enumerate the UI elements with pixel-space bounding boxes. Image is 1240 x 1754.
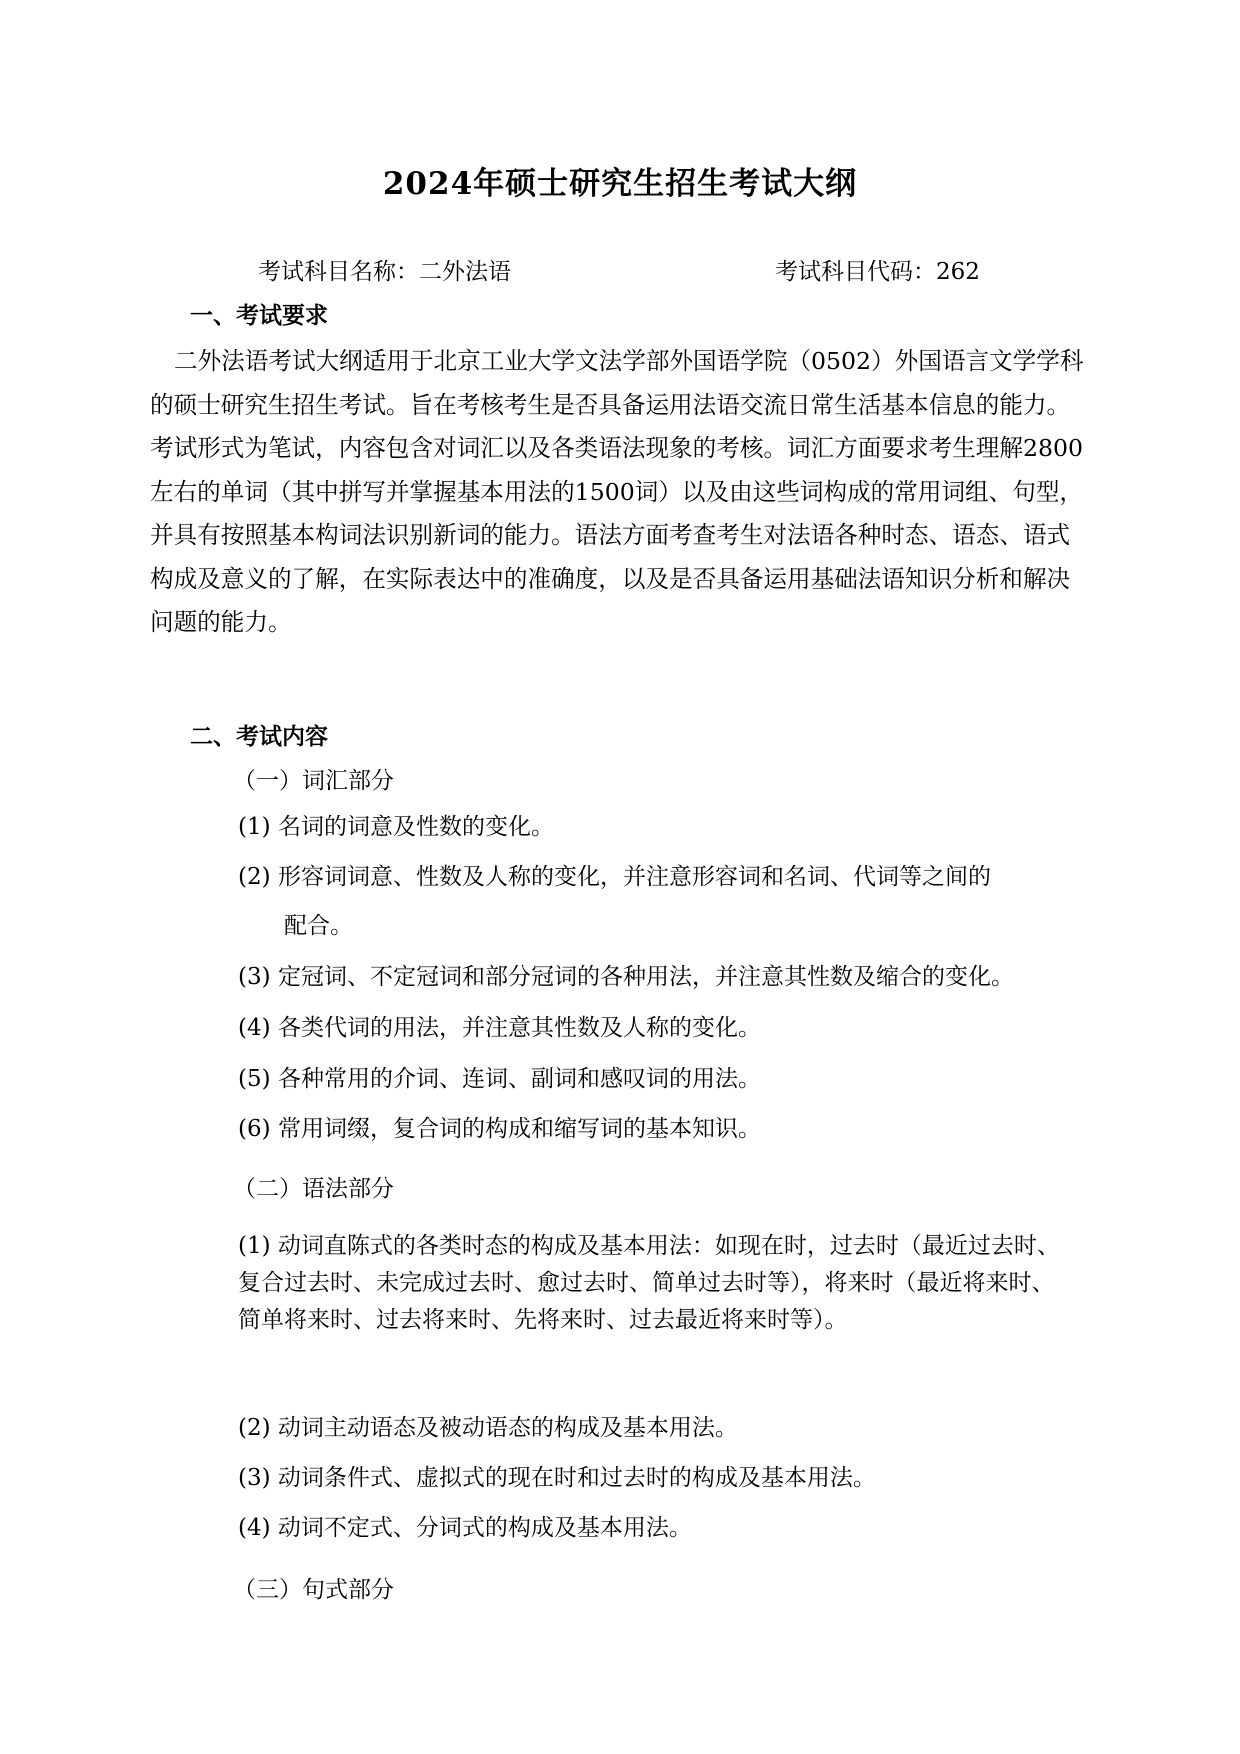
section-heading-requirements: 一、考试要求 bbox=[190, 302, 328, 329]
item-number: (5) bbox=[238, 1066, 271, 1092]
grammar-item: (4) 动词不定式、分词式的构成及基本用法。 bbox=[238, 1515, 692, 1541]
item-number: (3) bbox=[238, 964, 271, 990]
list-item bbox=[238, 1110, 1078, 1149]
subject-name: 考试科目名称：二外法语 bbox=[258, 259, 511, 285]
item-text-continued: 配合。 bbox=[284, 913, 353, 939]
subsection-sentence: （三）句式部分 bbox=[233, 1577, 394, 1603]
list-item bbox=[238, 858, 1078, 946]
item-text: 名词的词意及性数的变化。 bbox=[278, 814, 554, 840]
grammar-item: (1) 动词直陈式的各类时态的构成及基本用法：如现在时，过去时（最近过去时、复合过去时、未完成过去时、愈过去时、简单过去时等），将来时（最近将来时、简单将来时、过去将来时、先将来时、过去最近将来时等）。 bbox=[238, 1233, 1060, 1333]
item-number: (1) bbox=[238, 814, 271, 840]
list-item bbox=[238, 1009, 1078, 1048]
subject-code: 考试科目代码：262 bbox=[775, 259, 980, 285]
item-number: (6) bbox=[238, 1116, 271, 1142]
item-text: 各类代词的用法，并注意其性数及人称的变化。 bbox=[278, 1015, 761, 1041]
list-item bbox=[238, 958, 1078, 997]
item-number: (4) bbox=[238, 1015, 271, 1041]
section-heading-content: 二、考试内容 bbox=[190, 723, 328, 750]
grammar-item: (2) 动词主动语态及被动语态的构成及基本用法。 bbox=[238, 1415, 738, 1441]
item-text: 常用词缀，复合词的构成和缩写词的基本知识。 bbox=[278, 1116, 761, 1142]
item-text: 各种常用的介词、连词、副词和感叹词的用法。 bbox=[278, 1066, 761, 1092]
grammar-item: (3) 动词条件式、虚拟式的现在时和过去时的构成及基本用法。 bbox=[238, 1465, 876, 1491]
requirements-paragraph bbox=[150, 340, 1085, 645]
requirements-text: 二外法语考试大纲适用于北京工业大学文法学部外国语学院（0502）外国语言文学学科的硕士研究生招生考试。旨在考核考生是否具备运用法语交流日常生活基本信息的能力。考试形式为笔试，内容包含对词汇以及各类语法现象的考核。词汇方面要求考生理解2800左右的单词（其中拼写并掌握基本用法的1500词）以及由这些词构成的常用词组、句型，并具有按照基本构词法识别新词的能力。语法方面考查考生对法语各种时态、语态、语式构成及意义的了解，在实际表达中的准确度，以及是否具备运用基础法语知识分析和解决问题的能力。 bbox=[150, 347, 1084, 636]
subsection-vocabulary: （一）词汇部分 bbox=[233, 768, 394, 794]
subsection-grammar: （二）语法部分 bbox=[233, 1176, 394, 1202]
list-item bbox=[238, 808, 1078, 847]
item-text: 形容词词意、性数及人称的变化，并注意形容词和名词、代词等之间的 bbox=[278, 864, 991, 890]
item-number: (2) bbox=[238, 864, 271, 890]
item-text: 定冠词、不定冠词和部分冠词的各种用法，并注意其性数及缩合的变化。 bbox=[278, 964, 1014, 990]
page-title: 2024年硕士研究生招生考试大纲 bbox=[382, 166, 858, 202]
list-item bbox=[238, 1060, 1078, 1099]
